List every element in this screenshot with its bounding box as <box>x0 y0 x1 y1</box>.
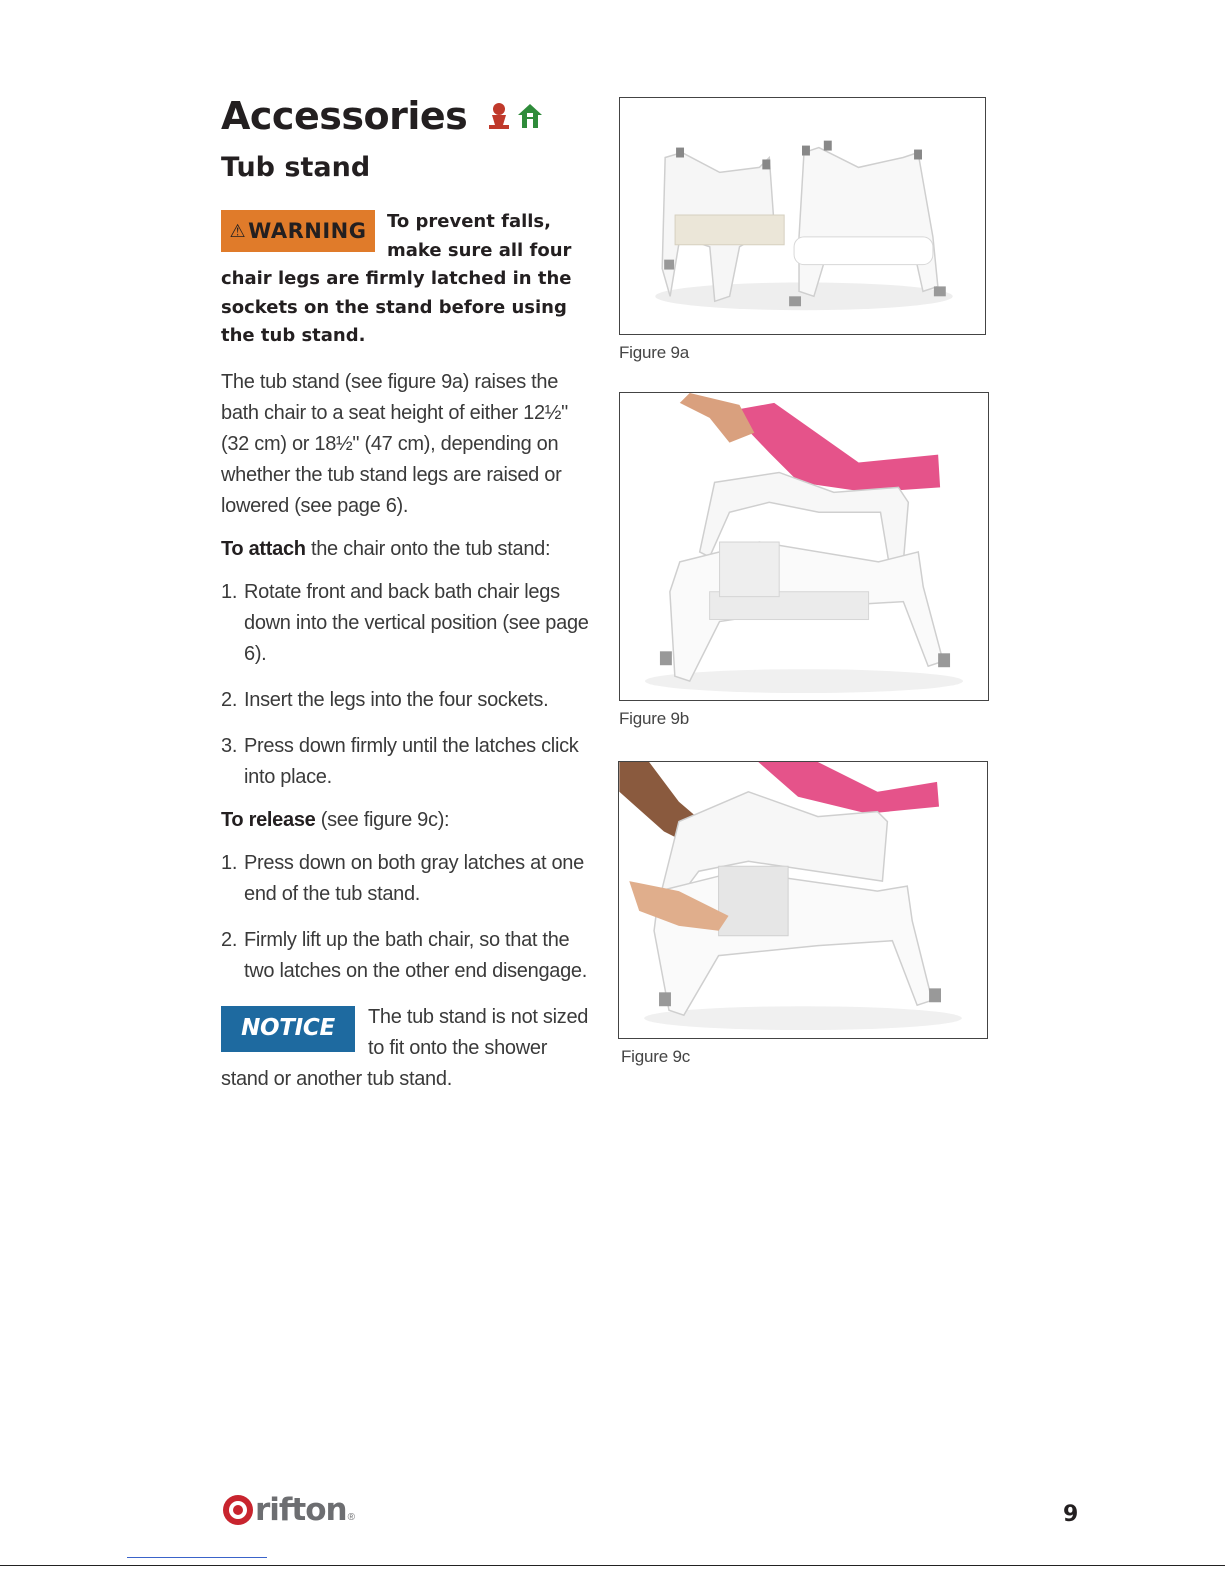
figure-9c-image <box>618 761 988 1039</box>
brand-name: rifton <box>255 1492 347 1528</box>
step-text: Firmly lift up the bath chair, so that the two latches on the other end disengage. <box>244 928 587 982</box>
step-text: Press down firmly until the latches click into place. <box>244 734 579 788</box>
step-number: 3. <box>221 734 238 757</box>
release-lead-bold: To release <box>221 808 316 831</box>
release-lead-rest: (see figure 9c): <box>315 808 450 831</box>
title-row <box>221 88 591 144</box>
page-title: Accessories <box>221 94 468 138</box>
release-steps <box>221 848 591 987</box>
attach-lead-rest: the chair onto the tub stand: <box>305 537 551 560</box>
step-text: Rotate front and back bath chair legs down into the vertical position (see page 6). <box>244 580 589 665</box>
warning-badge <box>221 210 375 252</box>
attach-steps <box>221 577 591 793</box>
warning-callout <box>221 208 591 351</box>
brand-logo <box>221 1493 355 1527</box>
chair-over-stand-illustration <box>620 393 988 700</box>
notice-callout <box>221 1002 591 1095</box>
step-number: 1. <box>221 851 238 874</box>
text-column <box>221 88 591 1095</box>
notice-text: The tub stand is not sized to fit onto the shower stand or another tub stand. <box>221 1005 589 1090</box>
page-number: 9 <box>1063 1502 1079 1527</box>
registered-mark: ® <box>347 1512 355 1523</box>
attach-lead-bold: To attach <box>221 537 306 560</box>
figure-9c-caption: Figure 9c <box>621 1047 691 1066</box>
figure-9b-caption: Figure 9b <box>619 709 690 728</box>
bottom-divider <box>0 1565 1225 1566</box>
section-title: Tub stand <box>221 152 371 183</box>
warning-triangle-icon: ⚠ <box>229 220 247 242</box>
attach-lead <box>221 534 591 565</box>
notice-badge: NOTICE <box>221 1006 355 1052</box>
step-number: 2. <box>221 688 238 711</box>
person-icon <box>487 101 511 131</box>
list-item <box>221 731 591 793</box>
bottom-link-underline <box>127 1557 267 1558</box>
home-icon <box>517 102 543 130</box>
figure-9a-image <box>619 97 986 335</box>
figure-9a-caption: Figure 9a <box>619 343 690 362</box>
list-item <box>221 685 591 716</box>
step-number: 2. <box>221 928 238 951</box>
intro-paragraph: The tub stand (see figure 9a) raises the bath chair to a seat height of either 12½" (32 cm) or 18½" (47 cm), depending on whether the tub stand legs are raised or lowered (see page 6). <box>221 370 568 517</box>
list-item <box>221 925 591 987</box>
release-lead <box>221 805 591 836</box>
tub-stand-illustration <box>620 98 985 334</box>
chair-release-illustration <box>619 762 987 1038</box>
step-text: Press down on both gray latches at one end of the tub stand. <box>244 851 584 905</box>
audience-icons <box>487 101 543 131</box>
figure-9b-image <box>619 392 989 701</box>
warning-text: To prevent falls, make sure all four chair legs are firmly latched in the sockets on the stand before using the tub stand. <box>221 211 572 346</box>
rifton-mark-icon <box>221 1493 255 1527</box>
warning-label: WARNING <box>248 219 367 243</box>
step-text: Insert the legs into the four sockets. <box>244 688 549 711</box>
step-number: 1. <box>221 580 238 603</box>
list-item <box>221 577 591 670</box>
list-item <box>221 848 591 910</box>
